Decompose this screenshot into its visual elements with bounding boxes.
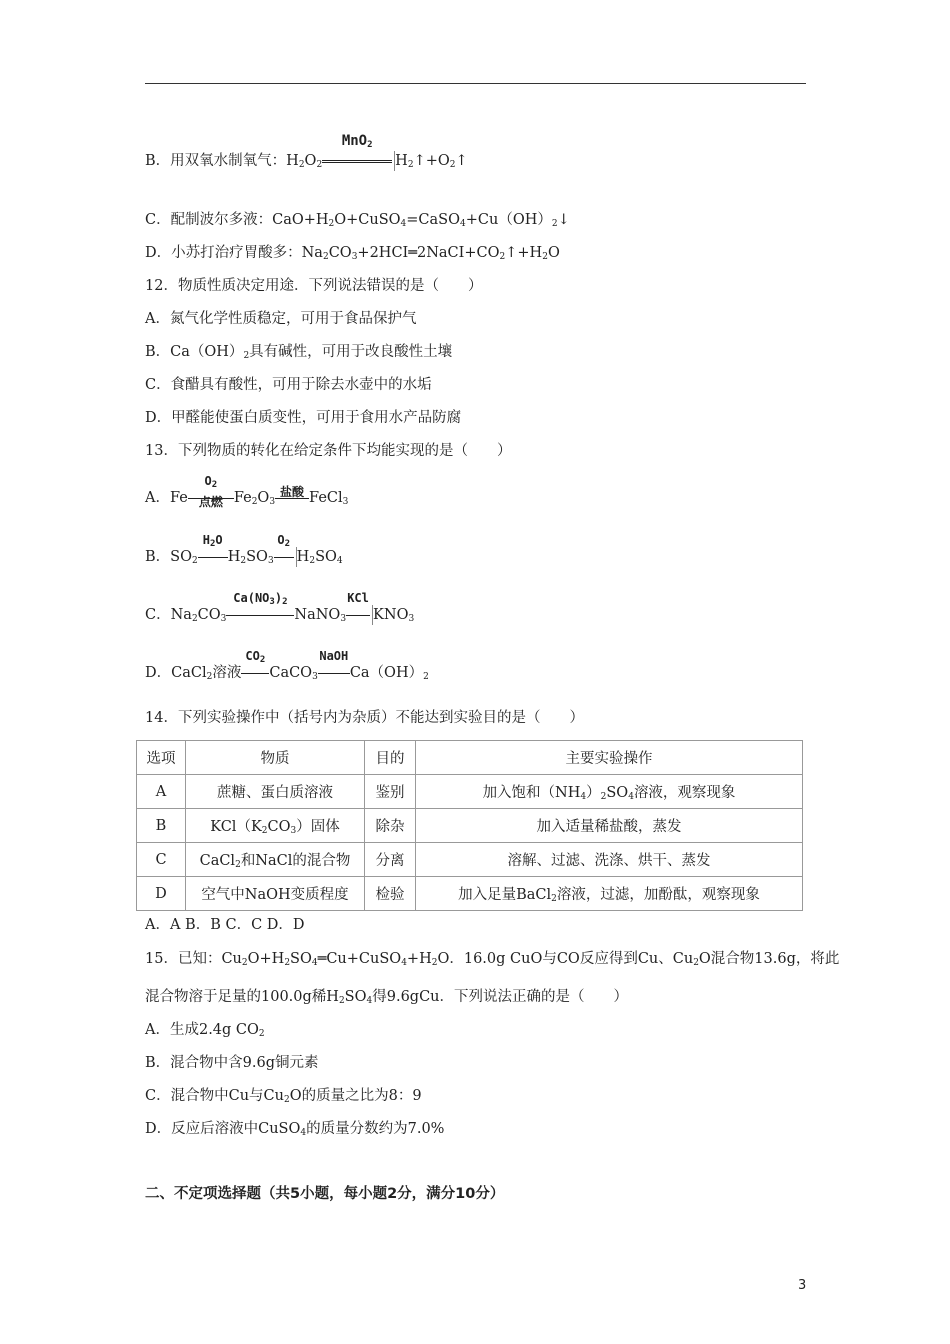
table-header-row <box>137 741 803 775</box>
table-row: D 空气中NaOH变质程度 检验 加入足量BaCl$_2$溶液，过滤，加酚酞，观察现象 <box>137 877 803 911</box>
section-2-heading: 二、不定项选择题（共5小题，每小题2分，满分10分） <box>145 1186 505 1202</box>
q15-line-1: 15．已知：$Cu_2O+H_2SO_4═Cu+CuSO_4+H_2O$．16.0g CuO与CO反应得到Cu、$Cu_2O$混合物13.6g，将此 <box>145 951 840 968</box>
header-operation: 主要实验操作 <box>416 741 803 775</box>
q14-answers: A．A B．B C．C D．D <box>145 917 305 933</box>
header-purpose: 目的 <box>365 741 416 775</box>
q15-option-d: D．反应后溶液中CuSO$_4$的质量分数约为7.0% <box>145 1121 445 1138</box>
q13-option-a: A．Fe $O_2$ 点燃 $Fe_2O_3$ 盐酸 FeCl$_3$ <box>145 474 349 509</box>
header-option: 选项 <box>137 741 186 775</box>
q13-option-b: B．$SO_2$ $H_2O$ $H_2SO_3$ $O_2$ $H_2SO_4$ <box>145 533 343 566</box>
q12-option-c: C．食醋具有酸性，可用于除去水壶中的水垢 <box>145 377 432 393</box>
q14-stem: 14．下列实验操作中（括号内为杂质）不能达到实验目的是（ ） <box>145 710 584 726</box>
q14-options-table <box>136 740 803 911</box>
page-number: 3 <box>798 1278 807 1293</box>
q11-option-d: D．小苏打治疗胃酸多：$Na_2CO_3+2HCI═2NaCI+CO_2↑+H_2O$ <box>145 245 560 262</box>
q13-option-c: C．$Na_2CO_3$ $Ca(NO_3)_2$ NaNO$_3$ KCl $KNO_3$ <box>145 591 415 624</box>
header-substance: 物质 <box>186 741 365 775</box>
q15-option-a: A．生成2.4g $CO_2$ <box>145 1022 265 1039</box>
q12-option-d: D．甲醛能使蛋白质变性，可用于食用水产品防腐 <box>145 410 462 426</box>
header-rule <box>145 83 806 84</box>
q15-option-c: C．混合物中Cu与$Cu_2O$的质量之比为8：9 <box>145 1088 422 1105</box>
q15-option-b: B．混合物中含9.6g铜元素 <box>145 1055 319 1071</box>
q12-stem: 12．物质性质决定用途．下列说法错误的是（ ） <box>145 278 483 294</box>
table-row: B $KCl(K_2CO_3)$固体 除杂 加入适量稀盐酸，蒸发 <box>137 809 803 843</box>
q13-stem: 13．下列物质的转化在给定条件下均能实现的是（ ） <box>145 443 512 459</box>
table-row: A 蔗糖、蛋白质溶液 鉴别 加入饱和$(NH_4)_2SO_4$溶液，观察现象 <box>137 775 803 809</box>
table-row: C CaCl$_2$和NaCl的混合物 分离 溶解、过滤、洗涤、烘干、蒸发 <box>137 843 803 877</box>
q15-line-2: 混合物溶于足量的100.0g稀$H_2SO_4$得9.6gCu．下列说法正确的是（ ） <box>145 989 629 1006</box>
q12-option-b: B．$Ca(OH)_2$具有碱性，可用于改良酸性土壤 <box>145 344 453 361</box>
q12-option-a: A．氮气化学性质稳定，可用于食品保护气 <box>145 311 417 327</box>
q11-option-b: B．用双氧水制氧气：$H_2O_2$ MnO$_2$ $H_2↑+O_2↑$ <box>145 133 468 170</box>
q13-option-d: D．CaCl$_2$溶液 $CO_2$ CaCO$_3$ NaOH $Ca(OH)_2$ <box>145 649 429 682</box>
q11-option-c: C．配制波尔多液：$CaO+H_2O+CuSO_4=CaSO_4+Cu(OH)_2↓$ <box>145 212 570 229</box>
